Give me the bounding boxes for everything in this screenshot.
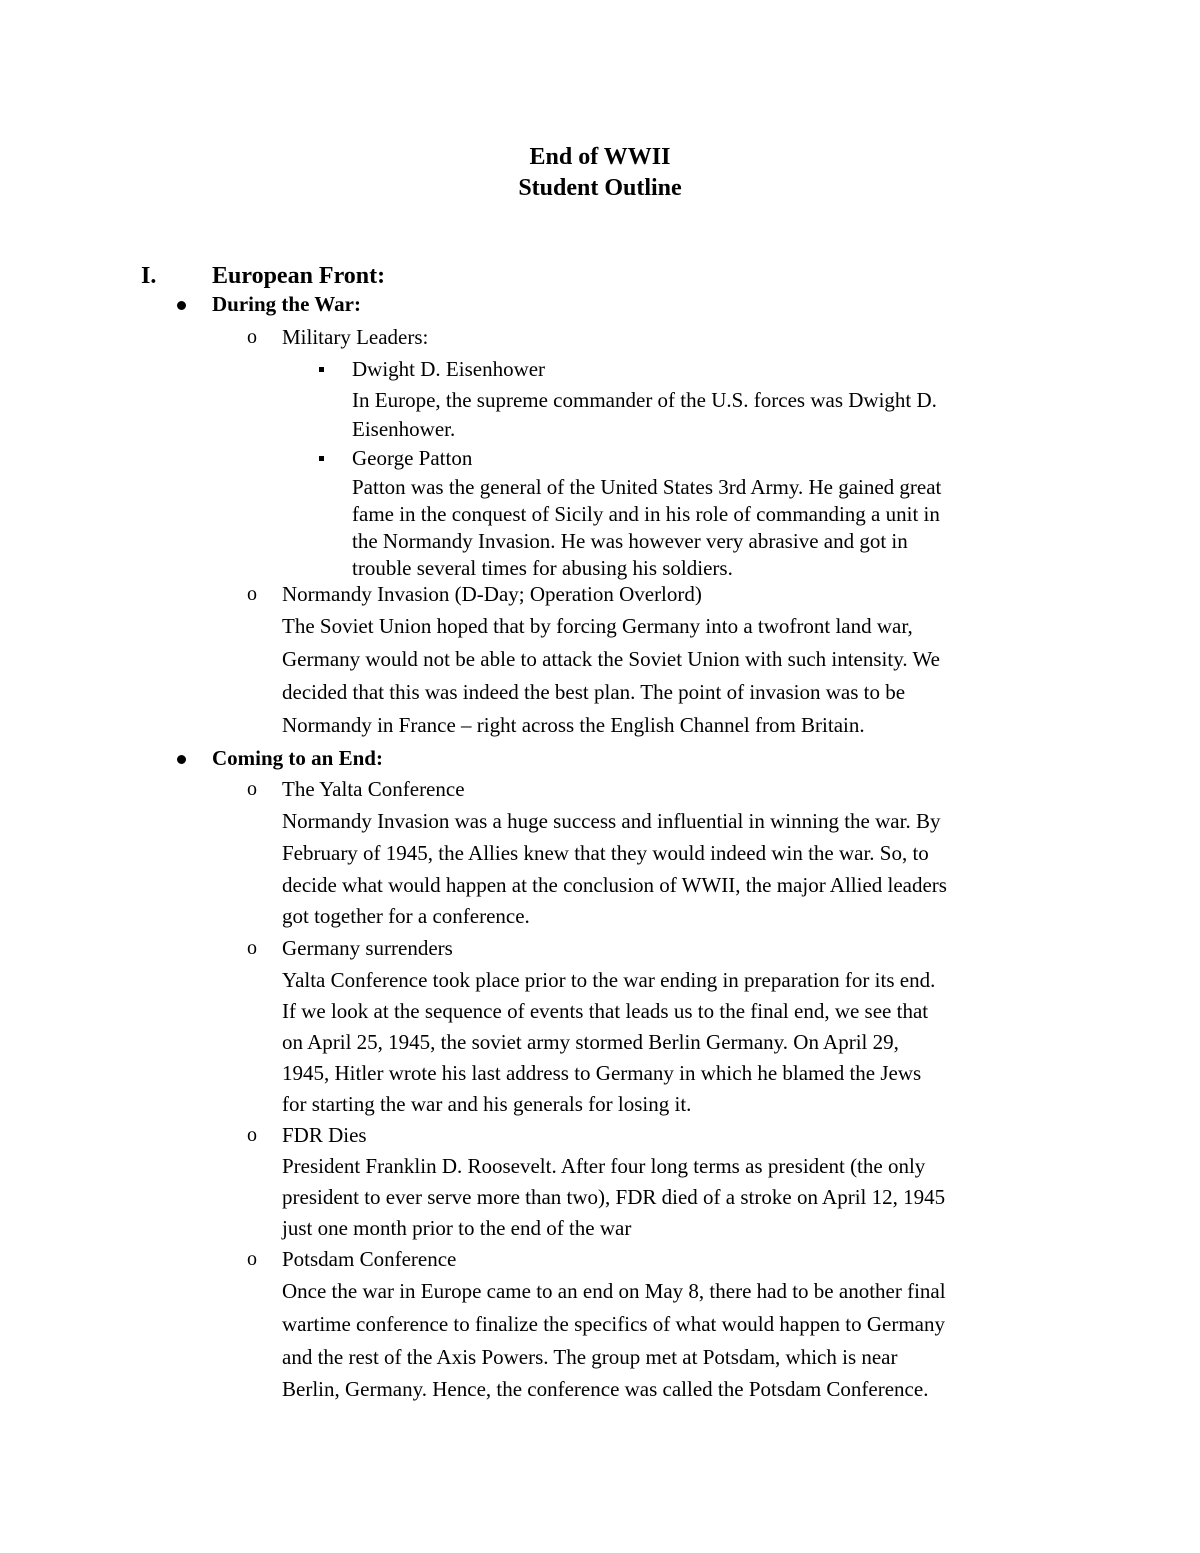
eisenhower-name: Dwight D. Eisenhower bbox=[352, 357, 546, 381]
section-number: I. bbox=[141, 263, 157, 289]
normandy-label: Normandy Invasion (D-Day; Operation Overlord) bbox=[282, 582, 702, 606]
germany-label: Germany surrenders bbox=[282, 936, 453, 960]
sub-marker-germany: o bbox=[247, 937, 257, 959]
yalta-line-4: got together for a conference. bbox=[282, 904, 530, 928]
potsdam-line-4: Berlin, Germany. Hence, the conference was called the Potsdam Conference. bbox=[282, 1377, 929, 1401]
sub-marker-potsdam: o bbox=[247, 1248, 257, 1270]
yalta-line-3: decide what would happen at the conclusion of WWII, the major Allied leaders bbox=[282, 873, 947, 897]
yalta-label: The Yalta Conference bbox=[282, 777, 465, 801]
patton-name: George Patton bbox=[352, 446, 473, 470]
germany-line-5: for starting the war and his generals for losing it. bbox=[282, 1092, 692, 1116]
eisenhower-line-1: In Europe, the supreme commander of the U.S. forces was Dwight D. bbox=[352, 388, 937, 412]
potsdam-line-2: wartime conference to finalize the specifics of what would happen to Germany bbox=[282, 1312, 945, 1336]
potsdam-line-3: and the rest of the Axis Powers. The group met at Potsdam, which is near bbox=[282, 1345, 898, 1369]
germany-line-1: Yalta Conference took place prior to the war ending in preparation for its end. bbox=[282, 968, 936, 992]
bullet-ending bbox=[177, 755, 186, 764]
patton-line-2: fame in the conquest of Sicily and in his role of commanding a unit in bbox=[352, 502, 940, 526]
sub-marker-normandy: o bbox=[247, 583, 257, 605]
eisenhower-line-2: Eisenhower. bbox=[352, 417, 456, 441]
fdr-line-3: just one month prior to the end of the war bbox=[282, 1216, 632, 1240]
germany-line-3: on April 25, 1945, the soviet army stormed Berlin Germany. On April 29, bbox=[282, 1030, 899, 1054]
bullet-during bbox=[177, 301, 186, 310]
ending-label: Coming to an End: bbox=[212, 746, 383, 770]
germany-line-4: 1945, Hitler wrote his last address to Germany in which he blamed the Jews bbox=[282, 1061, 922, 1085]
potsdam-line-1: Once the war in Europe came to an end on May 8, there had to be another final bbox=[282, 1279, 946, 1303]
sub-marker-military: o bbox=[247, 326, 257, 348]
fdr-line-1: President Franklin D. Roosevelt. After four long terms as president (the only bbox=[282, 1154, 926, 1178]
patton-line-3: the Normandy Invasion. He was however very abrasive and got in bbox=[352, 529, 908, 553]
germany-line-2: If we look at the sequence of events that leads us to the final end, we see that bbox=[282, 999, 929, 1023]
square-bullet-eisenhower bbox=[319, 367, 324, 372]
yalta-line-2: February of 1945, the Allies knew that they would indeed win the war. So, to bbox=[282, 841, 929, 865]
sub-marker-yalta: o bbox=[247, 778, 257, 800]
title-line-1: End of WWII bbox=[529, 144, 671, 170]
during-label: During the War: bbox=[212, 292, 361, 316]
normandy-line-4: Normandy in France – right across the English Channel from Britain. bbox=[282, 713, 865, 737]
section-heading: European Front: bbox=[212, 263, 386, 289]
document-title bbox=[0, 142, 1200, 204]
military-leaders-label: Military Leaders: bbox=[282, 325, 429, 349]
sub-marker-fdr: o bbox=[247, 1124, 257, 1146]
square-bullet-patton bbox=[319, 456, 324, 461]
fdr-line-2: president to ever serve more than two), FDR died of a stroke on April 12, 1945 bbox=[282, 1185, 946, 1209]
normandy-line-3: decided that this was indeed the best plan. The point of invasion was to be bbox=[282, 680, 906, 704]
patton-line-4: trouble several times for abusing his soldiers. bbox=[352, 556, 733, 580]
yalta-line-1: Normandy Invasion was a huge success and influential in winning the war. By bbox=[282, 809, 941, 833]
patton-line-1: Patton was the general of the United States 3rd Army. He gained great bbox=[352, 475, 942, 499]
normandy-line-2: Germany would not be able to attack the Soviet Union with such intensity. We bbox=[282, 647, 940, 671]
potsdam-label: Potsdam Conference bbox=[282, 1247, 457, 1271]
normandy-line-1: The Soviet Union hoped that by forcing Germany into a twofront land war, bbox=[282, 614, 913, 638]
fdr-label: FDR Dies bbox=[282, 1123, 367, 1147]
title-line-2: Student Outline bbox=[518, 175, 682, 201]
